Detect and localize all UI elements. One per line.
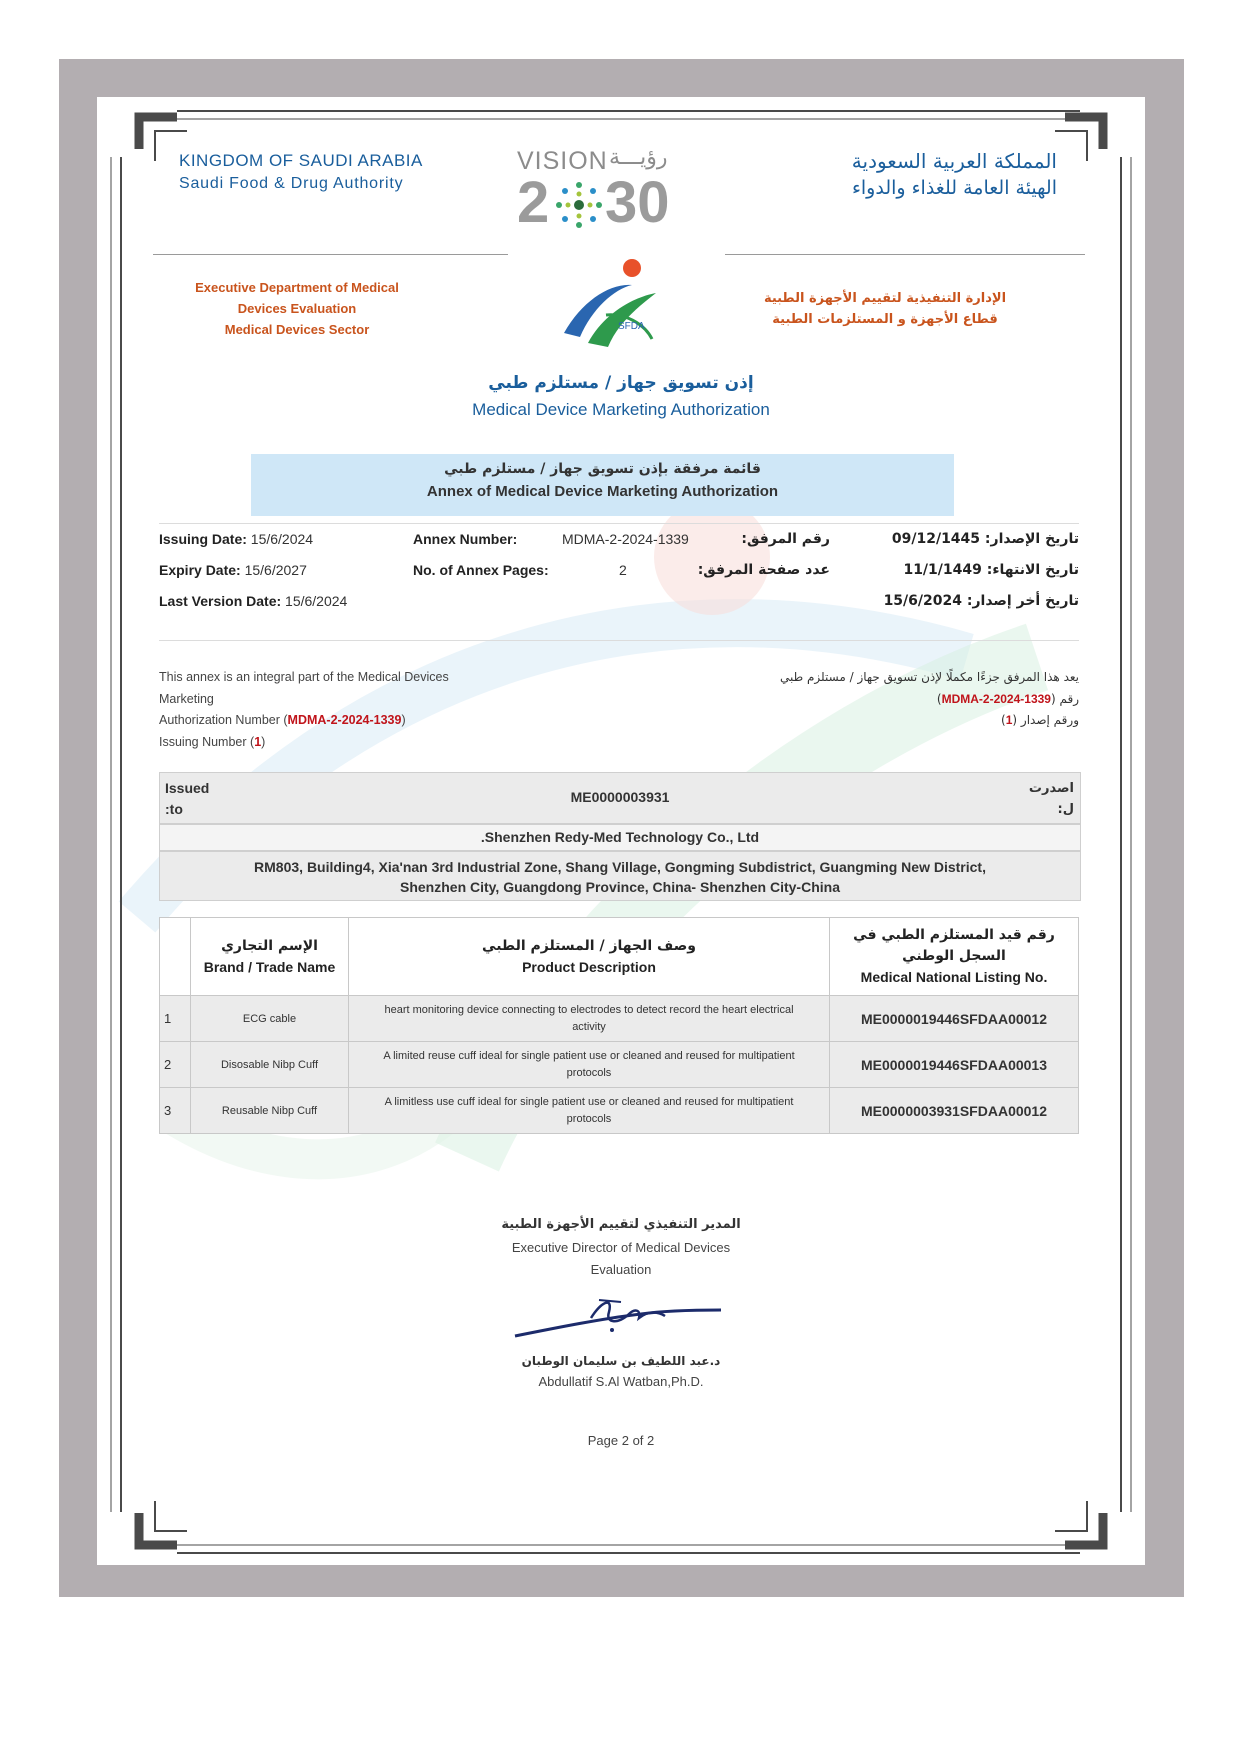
row-number: 3 [160, 1088, 191, 1134]
header-divider-left [153, 254, 508, 255]
col-brand-header: الإسم التجاري Brand / Trade Name [191, 918, 349, 996]
brand-name: Disosable Nibp Cuff [191, 1042, 349, 1088]
table-row [160, 996, 1079, 1042]
listing-number: ME0000019446SFDAA00013 [830, 1042, 1079, 1088]
brand-name: ECG cable [191, 996, 349, 1042]
issuing-number: 1 [254, 734, 262, 749]
vision-emblem-icon [555, 181, 603, 229]
company-row [159, 824, 1081, 851]
company-name: .Shenzhen Redy-Med Technology Co., Ltd [480, 829, 760, 845]
department-en: Executive Department of Medical Devices Evaluation Medical Devices Sector [195, 280, 399, 337]
sfda-name-ar: الهيئة العامة للغذاء والدواء [851, 177, 1057, 199]
brand-name: Reusable Nibp Cuff [191, 1088, 349, 1134]
annex-number-ar: رقم المرفق: [741, 531, 830, 547]
listing-number: ME0000019446SFDAA00012 [830, 996, 1079, 1042]
company-address: RM803, Building4, Xia'nan 3rd Industrial Zone, Shang Village, Gongming Subdistrict, Guangming New District, Shenzhen City, Guangdong Province, China- Shenzhen City-China [254, 859, 986, 895]
title-en: Medical Device Marketing Authorization [472, 400, 770, 419]
issuing-date: Issuing Date: 15/6/2024 [159, 531, 314, 547]
title-ar: إذن تسويق جهاز / مستلزم طبي [488, 373, 754, 393]
director-title-ar: المدير التنفيذي لتقييم الأجهزة الطبية [501, 1217, 741, 1232]
annex-number-label: Annex Number: [413, 531, 518, 547]
product-description: A limited reuse cuff ideal for single patient use or cleaned and reused for multipatient protocols [349, 1042, 830, 1088]
col-listing-header: رقم قيد المستلزم الطبي في السجل الوطني Medical National Listing No. [830, 918, 1079, 996]
issued-to-label-ar: اصدرت ل: [1028, 781, 1074, 817]
product-description: heart monitoring device connecting to electrodes to detect record the heart electrical activity [349, 996, 830, 1042]
signature-image [509, 1280, 729, 1348]
address-row [159, 851, 1081, 901]
sfda-logo [552, 257, 677, 353]
issued-to-row [159, 772, 1081, 824]
statement-ar: يعد هذا المرفق جزءًا مكملًا لإذن تسويق جهاز / مستلزم طبي رقم (MDMA-2-2024-1339) ورقم إصدار (1) [780, 670, 1079, 727]
kingdom-name-ar: المملكة العربية السعودية [851, 149, 1057, 173]
last-date-ar: تاريخ أخر إصدار: 15/6/2024 [883, 593, 1079, 609]
col-desc-header: وصف الجهاز / المستلزم الطبي Product Description [349, 918, 830, 996]
sfda-logo-text: SFDA [618, 321, 645, 332]
annex-title-ar: قائمة مرفقة بإذن تسويق جهاز / مستلزم طبي [444, 461, 761, 477]
row-number: 1 [160, 996, 191, 1042]
annex-pages-value: 2 [619, 562, 627, 578]
director-name-en: Abdullatif S.Al Watban,Ph.D. [538, 1374, 704, 1389]
annex-title-en: Annex of Medical Device Marketing Authorization [426, 483, 779, 500]
issued-to-id: ME0000003931 [570, 789, 670, 805]
authorization-number-ar: MDMA-2-2024-1339 [941, 691, 1051, 706]
table-row [160, 1042, 1079, 1088]
sfda-name-en: Saudi Food & Drug Authority [179, 175, 404, 192]
row-number: 2 [160, 1042, 191, 1088]
table-row [160, 1088, 1079, 1134]
authorization-number: MDMA-2-2024-1339 [287, 713, 402, 727]
certificate-page [97, 97, 1145, 1565]
col-no-header [160, 918, 191, 996]
issue-date-ar: تاريخ الإصدار: 09/12/1445 [891, 531, 1079, 547]
kingdom-name-en: KINGDOM OF SAUDI ARABIA [179, 151, 423, 170]
director-name-ar: د.عبد اللطيف بن سليمان الوطبان [521, 1354, 721, 1368]
issuing-number-ar: 1 [1005, 713, 1013, 727]
statement-en: This annex is an integral part of the Medical Devices Marketing Authorization Number (MDMA-2-2024-1339) Issuing Number (1) [159, 670, 449, 749]
issued-to-label-en: Issued :to [165, 780, 210, 817]
annex-title-band [251, 454, 954, 516]
last-version-date: Last Version Date: 15/6/2024 [159, 593, 348, 609]
annex-pages-label: No. of Annex Pages: [413, 562, 549, 578]
expiry-date: Expiry Date: 15/6/2027 [159, 562, 307, 578]
director-title-en: Executive Director of Medical Devices Evaluation [511, 1240, 731, 1277]
header-divider-right [725, 254, 1085, 255]
meta-divider-top [159, 523, 1079, 524]
products-table [159, 917, 1079, 1134]
table-header-row [160, 918, 1079, 996]
product-description: A limitless use cuff ideal for single patient use or cleaned and reused for multipatient protocols [349, 1088, 830, 1134]
meta-divider-bottom [159, 640, 1079, 641]
expiry-date-ar: تاريخ الانتهاء: 11/1/1449 [903, 562, 1079, 578]
page-number: Page 2 of 2 [587, 1433, 655, 1448]
annex-pages-ar: عدد صفحة المرفق: [697, 562, 830, 578]
department-ar: الإدارة التنفيذية لتقييم الأجهزة الطبية قطاع الأجهزة و المستلزمات الطبية [763, 291, 1007, 327]
annex-number-value: MDMA-2-2024-1339 [562, 531, 689, 547]
listing-number: ME0000003931SFDAA00012 [830, 1088, 1079, 1134]
vision-2030-logo: VISION رؤيـــة 2 30 [517, 145, 670, 235]
